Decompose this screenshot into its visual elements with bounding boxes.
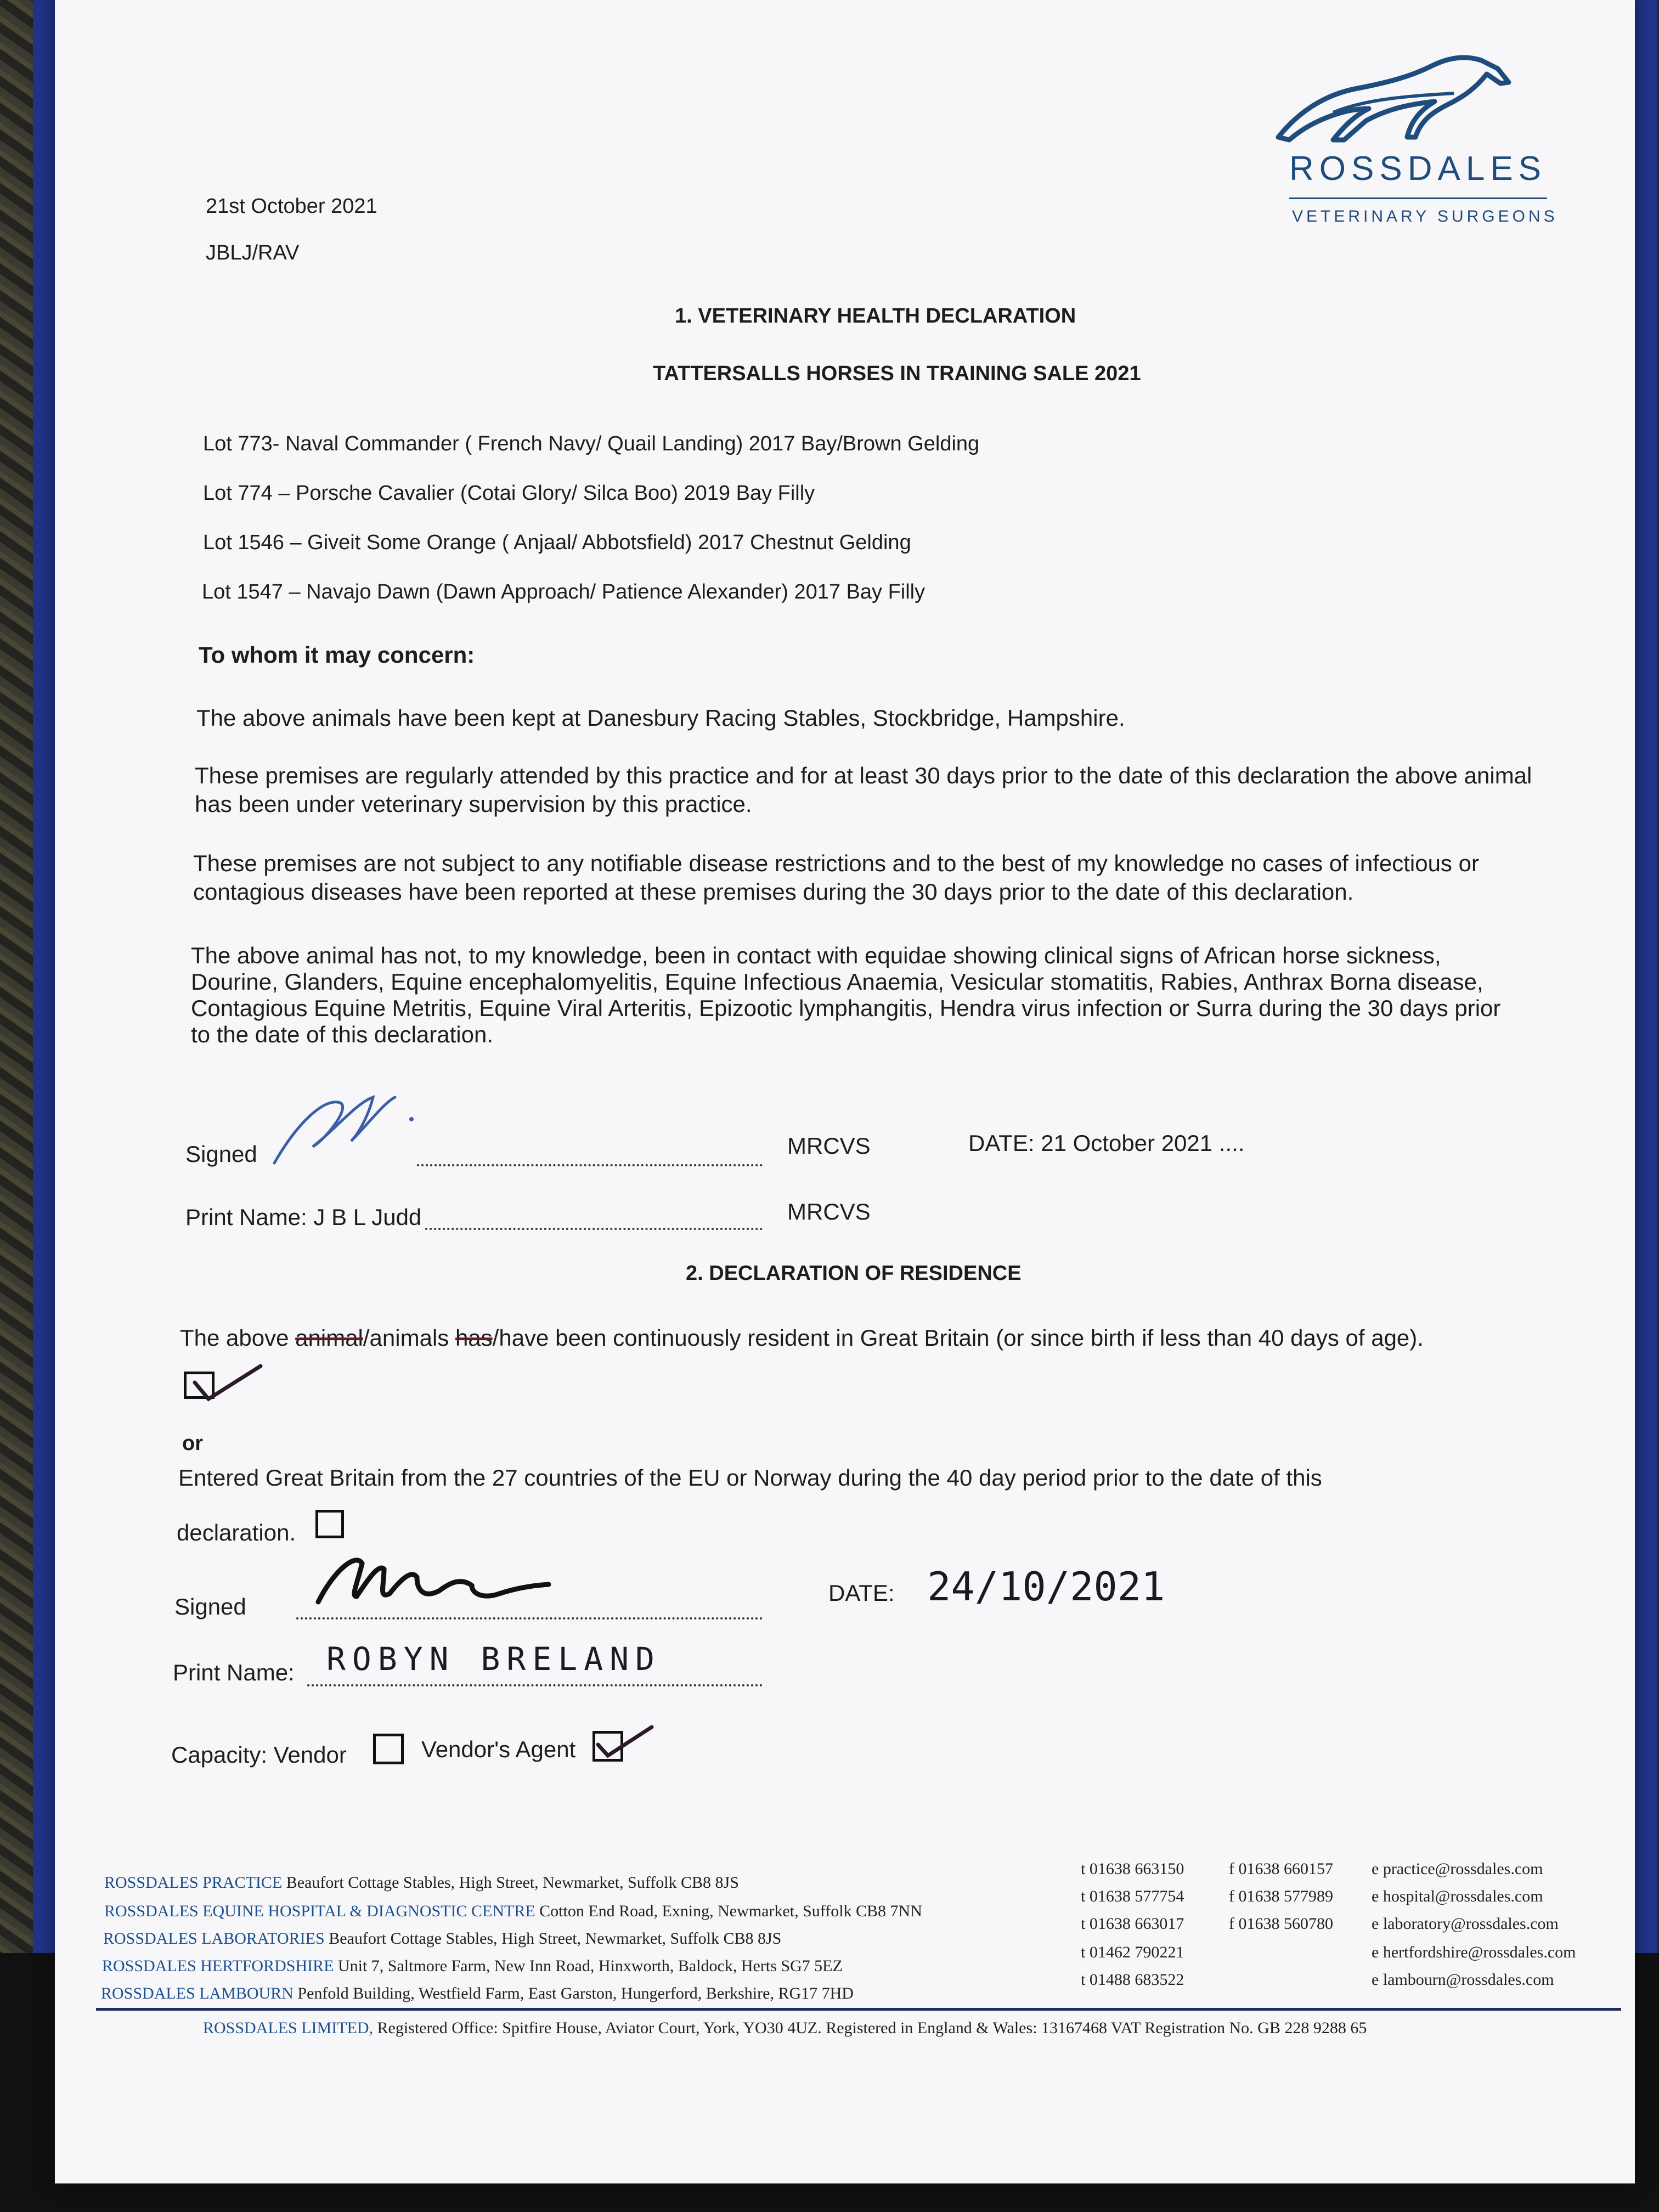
paragraph-supervision-line: has been under veterinary supervision by this practice. [195,791,752,817]
vet-signature-line [417,1164,763,1166]
paragraph-restrictions-line: These premises are not subject to any notifiable disease restrictions and to the best of my knowledge no cases of infectious or [193,850,1479,876]
vet-signature [263,1081,428,1174]
footer-fax: f 01638 577989 [1229,1887,1333,1905]
owner-date-value: 24/10/2021 [927,1564,1165,1610]
residence-text: The above [180,1325,296,1351]
footer-phone: t 01638 577754 [1081,1887,1184,1905]
footer-rule [96,2008,1621,2011]
vet-date: DATE: 21 October 2021 .... [968,1130,1245,1156]
vendor-checkbox[interactable] [373,1734,404,1764]
residence-check-mark [184,1361,266,1410]
footer-phone: t 01462 790221 [1081,1943,1184,1961]
vendor-agent-label: Vendor's Agent [421,1736,576,1762]
section1-title: 1. VETERINARY HEALTH DECLARATION [675,304,1076,328]
footer-phone: t 01638 663150 [1081,1860,1184,1878]
paragraph-supervision-line: These premises are regularly attended by this practice and for at least 30 days prior to the date of this declaration the above animal [195,763,1532,788]
owner-print-name-label: Print Name: [173,1660,295,1685]
lot-item: Lot 774 – Porsche Cavalier (Cotai Glory/ Silca Boo) 2019 Bay Filly [203,482,815,505]
footer-email[interactable]: e hertfordshire@rossdales.com [1372,1943,1576,1961]
owner-signature [307,1547,560,1613]
footer-fax: f 01638 560780 [1229,1915,1333,1933]
logo-rule [1289,198,1547,199]
owner-print-name-value: ROBYN BRELAND [326,1640,661,1678]
footer-address: Unit 7, Saltmore Farm, New Inn Road, Hinxworth, Baldock, Herts SG7 5EZ [337,1957,843,1975]
footer-row [104,1874,739,1892]
vet-print-name: Print Name: J B L Judd [185,1204,422,1230]
horse-logo-icon [1267,44,1520,154]
paragraph-diseases-line: Contagious Equine Metritis, Equine Viral Arteritis, Epizootic lymphangitis, Hendra virus infection or Surra during the 30 days prior [191,995,1501,1021]
document-page [55,0,1635,2183]
footer-address: Penfold Building, Westfield Farm, East Garston, Hungerford, Berkshire, RG17 7HD [297,1984,854,2002]
vet-print-mrcvs-label: MRCVS [787,1199,871,1224]
vet-print-name-line [425,1228,763,1230]
logo-subtitle: VETERINARY SURGEONS [1292,207,1558,225]
vet-signed-label: Signed [185,1141,257,1167]
footer-address: Beaufort Cottage Stables, High Street, Newmarket, Suffolk CB8 8JS [329,1929,782,1948]
footer-row [101,1984,854,2003]
footer-registered-text: Registered Office: Spitfire House, Aviator Court, York, YO30 4UZ. Registered in England & Wales: 13167468 VAT Registration No. GB 228 9288 65 [377,2019,1367,2037]
paragraph-premises: The above animals have been kept at Danesbury Racing Stables, Stockbridge, Hampshire. [196,705,1125,731]
section2-title: 2. DECLARATION OF RESIDENCE [686,1262,1022,1285]
footer-address: Beaufort Cottage Stables, High Street, Newmarket, Suffolk CB8 8JS [286,1874,739,1892]
lot-item: Lot 1546 – Giveit Some Orange ( Anjaal/ Abbotsfield) 2017 Chestnut Gelding [203,531,911,554]
entered-checkbox[interactable] [315,1510,344,1538]
footer-fax: f 01638 660157 [1229,1860,1333,1878]
paragraph-diseases-line: to the date of this declaration. [191,1022,494,1047]
section1-subtitle: TATTERSALLS HORSES IN TRAINING SALE 2021 [653,362,1141,385]
or-label: or [182,1432,203,1455]
logo-name: ROSSDALES [1289,150,1547,188]
letter-reference: JBLJ/RAV [206,241,300,264]
residence-statement [180,1325,1424,1351]
footer-brand: ROSSDALES PRACTICE [104,1874,283,1892]
vet-mrcvs-label: MRCVS [787,1133,871,1159]
entered-statement-line: declaration. [177,1520,296,1545]
paragraph-restrictions-line: contagious diseases have been reported at these premises during the 30 days prior to the date of this declaration. [193,879,1354,905]
footer-brand: ROSSDALES HERTFORDSHIRE [102,1957,334,1975]
owner-signature-line [296,1617,763,1620]
owner-print-name-line [307,1684,763,1686]
footer-phone: t 01638 663017 [1081,1915,1184,1933]
residence-text: /animals [363,1325,455,1351]
footer-email[interactable]: e practice@rossdales.com [1372,1860,1543,1878]
lot-item: Lot 1547 – Navajo Dawn (Dawn Approach/ Patience Alexander) 2017 Bay Filly [202,580,926,603]
owner-signed-label: Signed [174,1594,246,1620]
footer-email[interactable]: e lambourn@rossdales.com [1372,1971,1554,1989]
footer-registered [203,2019,1367,2038]
struck-has: has [455,1325,493,1351]
footer-phone: t 01488 683522 [1081,1971,1184,1989]
footer-registered-brand: ROSSDALES LIMITED, [203,2019,374,2037]
capacity-label: Capacity: Vendor [171,1742,347,1768]
owner-date-label: DATE: [828,1580,895,1606]
paragraph-diseases-line: Dourine, Glanders, Equine encephalomyelitis, Equine Infectious Anaemia, Vesicular stomatitis, Rabies, Anthrax Borna disease, [191,969,1483,995]
footer-brand: ROSSDALES LAMBOURN [101,1984,294,2002]
letter-date: 21st October 2021 [206,195,377,218]
footer-brand: ROSSDALES EQUINE HOSPITAL & DIAGNOSTIC CENTRE [104,1902,535,1920]
footer-row [103,1929,781,1948]
footer-row [104,1902,922,1921]
footer-email[interactable]: e laboratory@rossdales.com [1372,1915,1559,1933]
entered-statement-line: Entered Great Britain from the 27 countries of the EU or Norway during the 40 day period prior to the date of this [178,1465,1322,1491]
lot-item: Lot 773- Naval Commander ( French Navy/ Quail Landing) 2017 Bay/Brown Gelding [203,432,980,455]
residence-text: /have been continuously resident in Great Britain (or since birth if less than 40 days of age). [492,1325,1424,1351]
footer-email[interactable]: e hospital@rossdales.com [1372,1887,1543,1905]
salutation: To whom it may concern: [199,642,475,668]
struck-animal: animal [295,1325,363,1351]
vendor-agent-check-mark [591,1717,657,1767]
rossdales-logo [1223,33,1564,230]
footer-address: Cotton End Road, Exning, Newmarket, Suffolk CB8 7NN [539,1902,922,1920]
footer-brand: ROSSDALES LABORATORIES [103,1929,325,1948]
paragraph-diseases-line: The above animal has not, to my knowledge, been in contact with equidae showing clinical signs of African horse sickness, [191,943,1441,968]
footer-row [102,1957,843,1976]
